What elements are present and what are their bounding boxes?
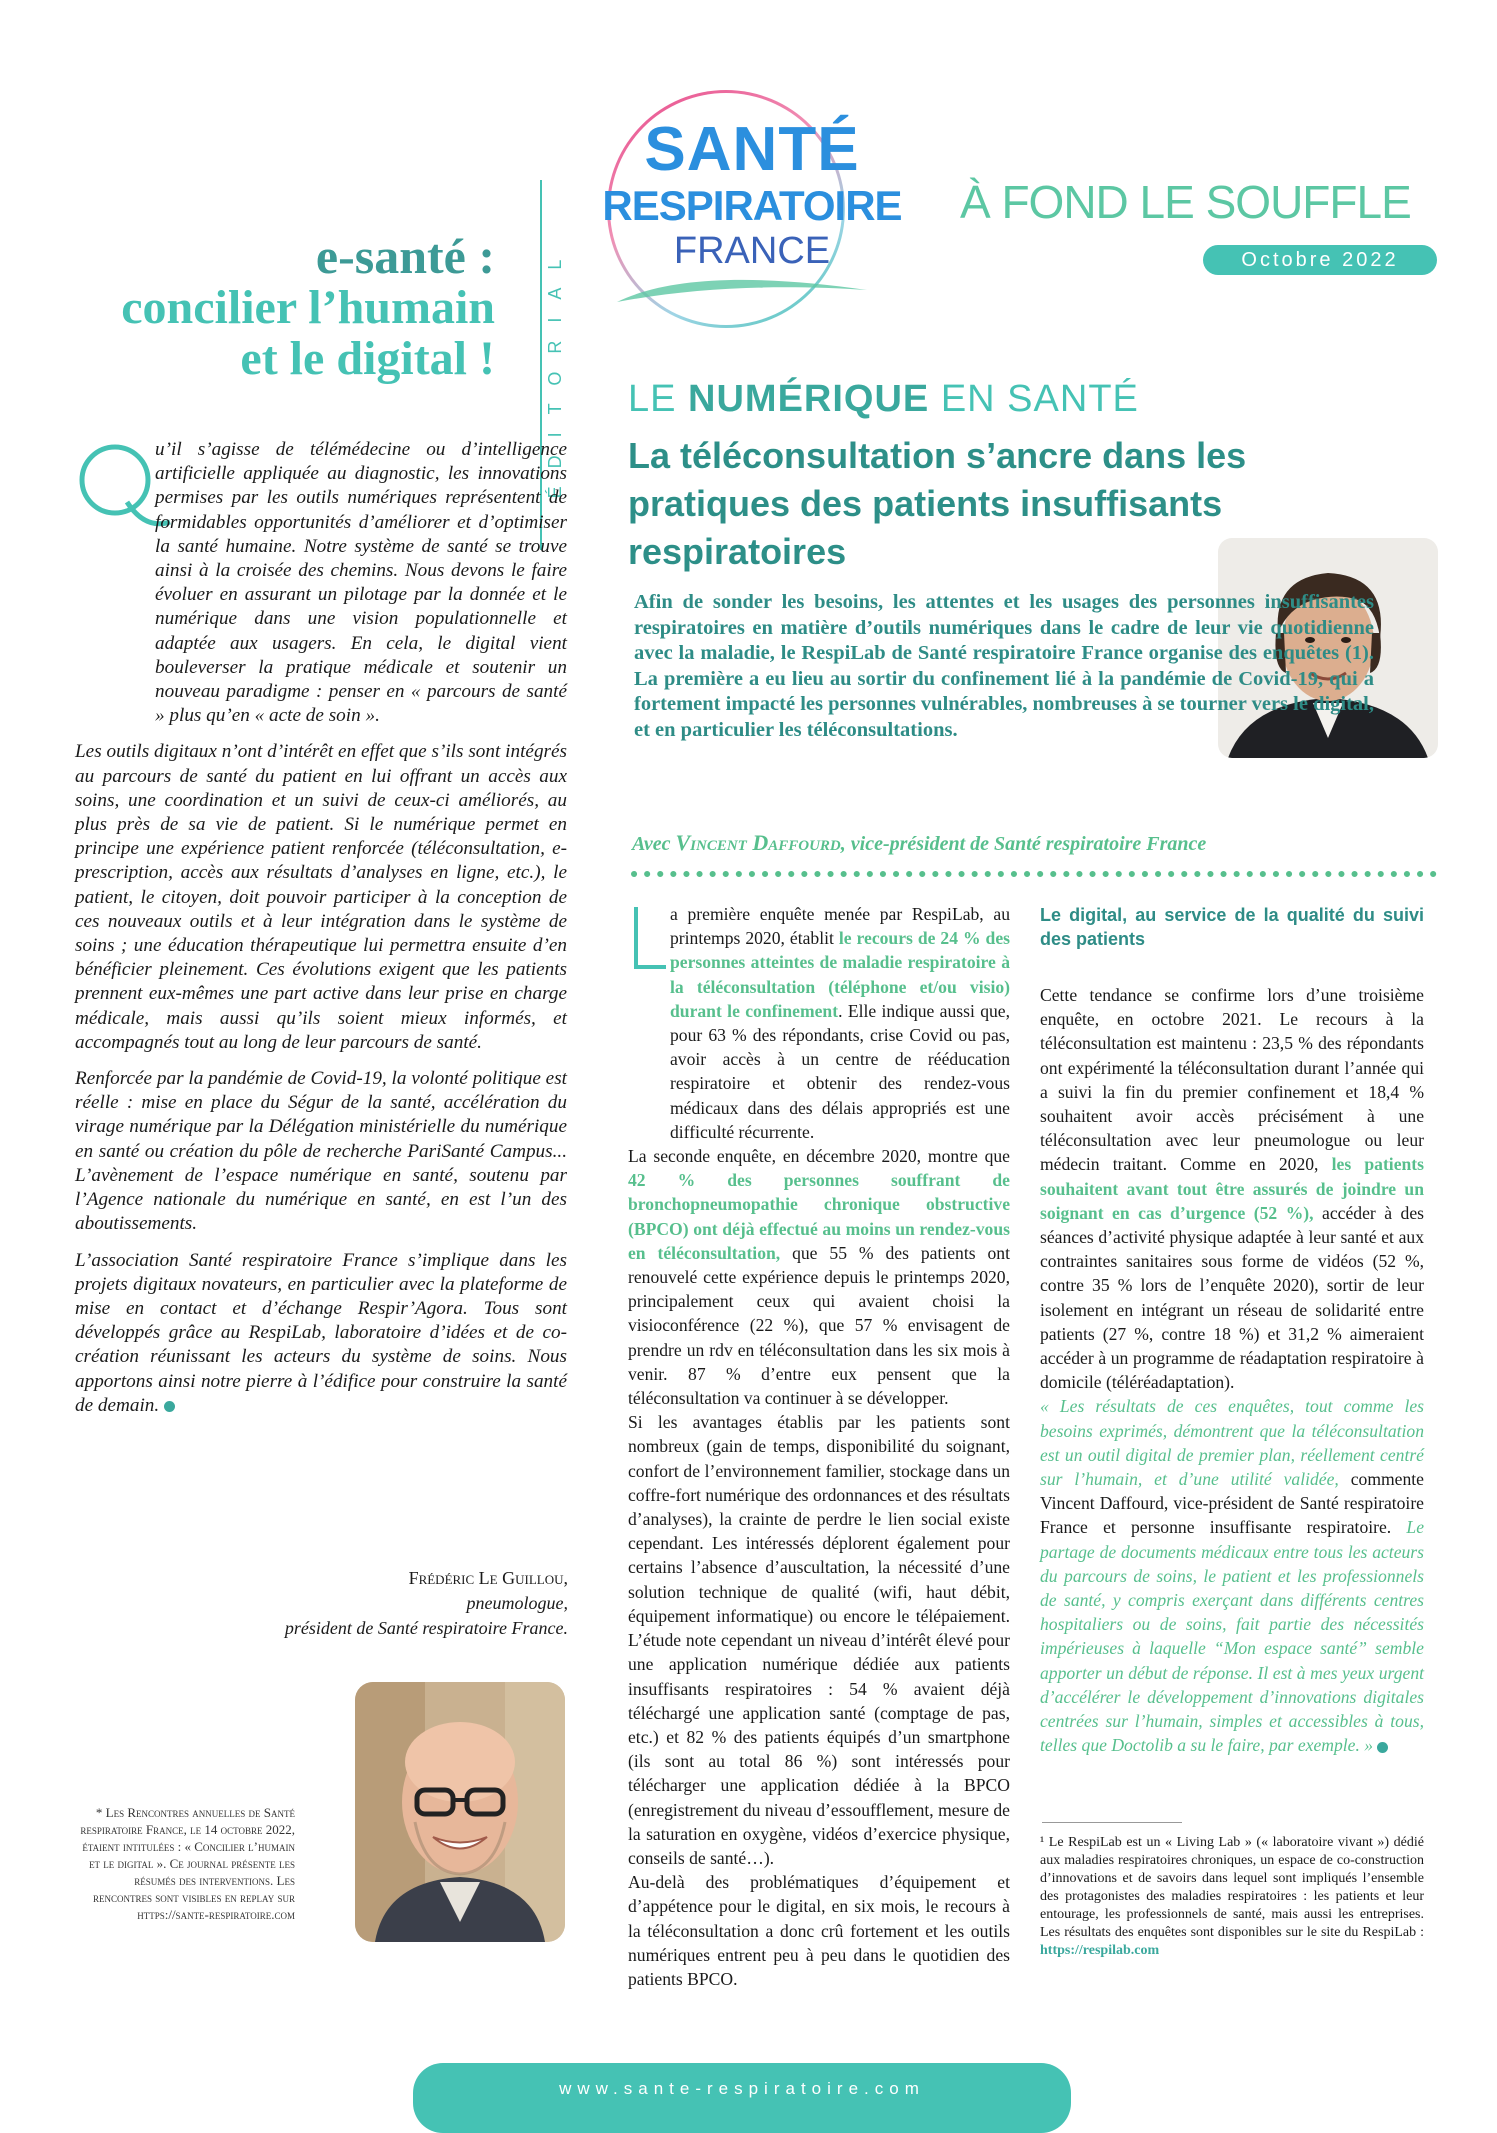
footnote-link[interactable]: https://respilab.com — [1040, 1943, 1160, 1958]
editorial-label-text: ÉDITORIAL — [545, 241, 565, 499]
editorial-paragraph-4-text: L’association Santé respiratoire France s’implique dans les projets digitaux novateurs, en particulier avec la plateforme de mise en contact et d’échange Respir’Agora. Tous sont développés grâce au RespiLab, laboratoire d’idées et de co-création réunissant les acteurs du système de soins. Nous apportons ainsi notre pierre à l’édifice pour construire la santé de demain. — [75, 1249, 567, 1416]
editorial-body — [75, 438, 567, 1418]
logo — [582, 90, 942, 320]
col2-heading: Le digital, au service de la qualité du suivi des patients — [1040, 905, 1424, 949]
footnote — [1040, 1834, 1424, 1960]
col1-paragraph-1 — [628, 902, 1010, 1144]
byline-suffix: , vice-président de Santé respiratoire France — [840, 833, 1207, 855]
editorial-paragraph-3: Renforcée par la pandémie de Covid-19, la volonté politique est réelle : mise en place du Ségur de la santé, accélération du virage numérique par la Délégation ministérielle du numérique en santé ou création du pôle de recherche PariSanté Campus... L’avènement de l’espace numérique en santé, soutenu par l’Agence nationale du numérique en santé, en est l’un des aboutissements. — [75, 1068, 567, 1235]
logo-line-2: RESPIRATOIRE — [602, 182, 902, 229]
article-column-1 — [628, 902, 1010, 1991]
col2-attribution: commente Vincent Daffourd, vice-président de Santé respiratoire France et personne insuffisante respiratoire. — [1040, 1469, 1424, 1538]
editorial-paragraph-4 — [75, 1249, 567, 1418]
article-lead: Afin de sonder les besoins, les attentes et les usages des personnes insuffisantes respiratoires en matière d’outils numériques dans le cadre de leur vie quotidienne avec la maladie, le RespiLab de Santé respiratoire France organise des enquêtes (1). La première a eu lieu au sortir du confinement lié à la pandémie de Covid-19, qui a fortement impacté les personnes vulnérables, nombreuses à se tourner vers le digital, et en particulier les téléconsultations. — [634, 591, 1375, 741]
editorial-title — [40, 230, 495, 385]
section-kicker — [628, 378, 1139, 421]
editorial-title-line-3: et le digital ! — [240, 331, 495, 385]
signature-role-2: président de Santé respiratoire France. — [284, 1618, 568, 1638]
footnote-rule — [1042, 1822, 1182, 1823]
editorial-paragraph-2: Les outils digitaux n’ont d’intérêt en effet que s’ils sont intégrés au parcours de santé du patient en lui offrant un accès aux soins, une coordination et un suivi de ceux-ci améliorés, au plus près de sa vie de patient. Si le numérique permet en principe une expérience patient renforcée (téléconsultation, e-prescription, accès aux résultats d’analyses en ligne, etc.), le patient, le citoyen, doit pouvoir participer à la conception de ces nouveaux outils et à leur intégration dans le système de soins ; une éducation thérapeutique lui permettra ensuite d’en bénéficier pleinement. Ces évolutions exigent que les patients prennent eux-mêmes une part active dans leur prise en charge médicale, mais aussi qu’ils soient mieux informés, et accompagnés tout au long de leur parcours de santé. — [75, 741, 567, 1053]
footer-website[interactable]: www.sante-respiratoire.com — [413, 2063, 1071, 2133]
slogan: À FOND LE SOUFFLE — [960, 176, 1411, 228]
col2-paragraph-2 — [1040, 1394, 1424, 1757]
kicker-part-2: NUMÉRIQUE — [688, 378, 930, 420]
col2-paragraph-1 — [1040, 983, 1424, 1394]
col1-paragraph-3: Si les avantages établis par les patients sont nombreux (gain de temps, disponibilité du soignant, confort de l’environnement familier, stockage dans un coffre-fort numérique des ordonnances et des résultats d’analyses), la crainte de perdre le lien social existe cependant. Les intéressés déplorent également pour certains l’absence d’auscultation, la nécessité d’une solution technique de qualité (wifi, haut débit, équipement informatique) ou encore le télépaiement. L’étude note cependant un niveau d’intérêt élevé pour une application numérique dédiée aux patients insuffisants respiratoires : 54 % avaient déjà téléchargé une application santé (comptage de pas, etc.) et 82 % des patients équipés d’un smartphone (ils sont au total 86 %) sont intéressés pour télécharger une application dédiée à la BPCO (enregistrement du niveau d’essoufflement, mesure de la saturation en oxygène, vidéos d’exercice physique, conseils de santé…). — [628, 1412, 1010, 1868]
article-byline — [632, 830, 1206, 856]
col1-p2-a: La seconde enquête, en décembre 2020, montre que — [628, 1146, 1010, 1167]
col1-p2-b: que 55 % des patients ont renouvelé cette expérience depuis le printemps 2020, principalement ceux qui avaient choisi la visioconférence (22 %), que 57 % envisagent de prendre un rdv en téléconsultation dans les six mois à venir. 87 % d’entre eux pensent que la téléconsultation va continuer à se développer. — [628, 1242, 1010, 1409]
col1-paragraph-4: Au-delà des problématiques d’équipement et d’appétence pour le digital, en six mois, le recours à la téléconsultation a donc crû fortement et les outils numériques entrent peu à peu dans le quotidien des patients BPCO. — [628, 1872, 1010, 1989]
col1-p1-highlight: le recours de 24 % des personnes atteintes de maladie respiratoire à la téléconsultation (téléphone et/ou visio) durant le confinement — [670, 928, 1010, 1021]
editorial-title-line-1: e-santé : — [315, 228, 495, 284]
signature-name: Frédéric Le Guillou, — [408, 1568, 568, 1588]
col1-p2-highlight: 42 % des personnes souffrant de bronchopneumopathie chronique obstructive (BPCO) ont déjà effectué au moins un rendez-vous en téléconsultation, — [628, 1170, 1010, 1263]
dotted-separator — [630, 870, 1438, 878]
col1-p1-b: . Elle indique aussi que, pour 63 % des répondants, crise Covid ou pas, avoir accès à un centre de rééducation respiratoire et obtenir des rendez-vous médicaux dans des délais appropriés est une difficulté récurrente. — [670, 1000, 1010, 1142]
byline-prefix: Avec — [632, 833, 676, 855]
col2-p1-highlight: les patients souhaitent avant tout être assurés de joindre un soignant en cas d’urgence (52 %), — [1040, 1154, 1424, 1223]
logo-line-1: SANTÉ — [644, 115, 860, 184]
rencontres-note: * Les Rencontres annuelles de Santé respiratoire France, le 14 octobre 2022, étaient intitulées : « Concilier l’humain et le digital ». Ce journal présente les résumés des interventions. Les rencontres sont visibles en replay sur https://sante-respiratoire.com — [80, 1805, 295, 1922]
footnote-text: ¹ Le RespiLab est un « Living Lab » (« laboratoire vivant ») dédié aux maladies respiratoires chroniques, un espace de co-construction d’innovations et de savoirs dans lequel sont impliqués l’ensemble des protagonistes des maladies respiratoires : les patients et leur entourage, les professionnels de santé, mais aussi les entreprises. Les résultats des enquêtes sont disponibles sur le site du RespiLab : — [1040, 1835, 1424, 1940]
signature-role-1: pneumologue, — [466, 1593, 568, 1613]
byline-name: Vincent Daffourd — [675, 830, 841, 855]
col1-p1-a: a première enquête menée par RespiLab, au printemps 2020, établit — [670, 904, 1010, 949]
end-mark-icon — [1377, 1742, 1388, 1753]
logo-line-3: FRANCE — [673, 230, 831, 272]
portrait-photo-president — [355, 1682, 565, 1942]
logo-swoosh — [612, 270, 872, 310]
end-mark-icon — [164, 1401, 175, 1412]
col2-p1-a: Cette tendance se confirme lors d’une troisième enquête, en octobre 2021. Le recours à la téléconsultation est maintenu : 23,5 % des répondants ont expérimenté la téléconsultation durant l’année qui a suivi la fin du premier confinement et 18,4 % souhaitent avoir accès précisément à une téléconsultation avec leur pneumologue ou leur médecin traitant. Comme en 2020, — [1040, 985, 1424, 1175]
editorial-paragraph-1: u’il s’agisse de télémédecine ou d’intelligence artificielle appliquée au diagnostic, les innovations permises par les outils numériques représentent de formidables opportunités d’améliorer et d’optimiser la santé humaine. Notre système de santé se trouve ainsi à la croisée des chemins. Nous devons le faire évoluer en assurant un pilotage par la donnée et le numérique dans une vision populationnelle et adaptée aux usagers. En cela, le digital vient bouleverser la pratique médicale et soutenir un nouveau paradigme : penser en « parcours de santé » plus qu’en « acte de soin ». — [155, 439, 567, 727]
kicker-part-3: EN SANTÉ — [929, 378, 1139, 420]
col2-p1-b: accéder à des séances d’activité physique adaptée à leur santé et aux contraintes sanitaires sous forme de vidéos (52 %, contre 35 % lors de l’enquête 2020), sortir de leur isolement en intégrant un réseau de solidarité entre patients (27 %, contre 18 %) et 31,2 % aimeraient accéder à un programme de réadaptation respiratoire à domicile (téléréadaptation). — [1040, 1202, 1424, 1393]
col1-paragraph-2 — [628, 1144, 1010, 1410]
article-title: La téléconsultation s’ancre dans les pratiques des patients insuffisants respiratoires — [628, 435, 1247, 572]
col2-quote-2: Le partage de documents médicaux entre tous les acteurs du parcours de soins, le patient et les professionnels de santé, y compris exerçant dans différents centres hospitaliers ou de soins, fait partie des nécessités impérieuses à laquelle “Mon espace santé” semble apporter un début de réponse. Il est à mes yeux urgent d’accélérer le développement d’innovations digitales centrées sur l’humain, simples et accessibles à tous, telles que Doctolib a su le faire, par exemple. » — [1040, 1517, 1424, 1756]
article-column-2 — [1040, 903, 1424, 1758]
issue-date: Octobre 2022 — [1203, 245, 1437, 275]
editorial-title-line-2: concilier l’humain — [121, 281, 495, 334]
col2-quote-1: « Les résultats de ces enquêtes, tout comme les besoins exprimés, démontrent que la téléconsultation est un outil digital de premier plan, réellement centré sur l’humain, et d’une utilité validée, — [1040, 1396, 1424, 1490]
editorial-signature — [200, 1566, 568, 1641]
kicker-part-1: LE — [628, 378, 689, 420]
